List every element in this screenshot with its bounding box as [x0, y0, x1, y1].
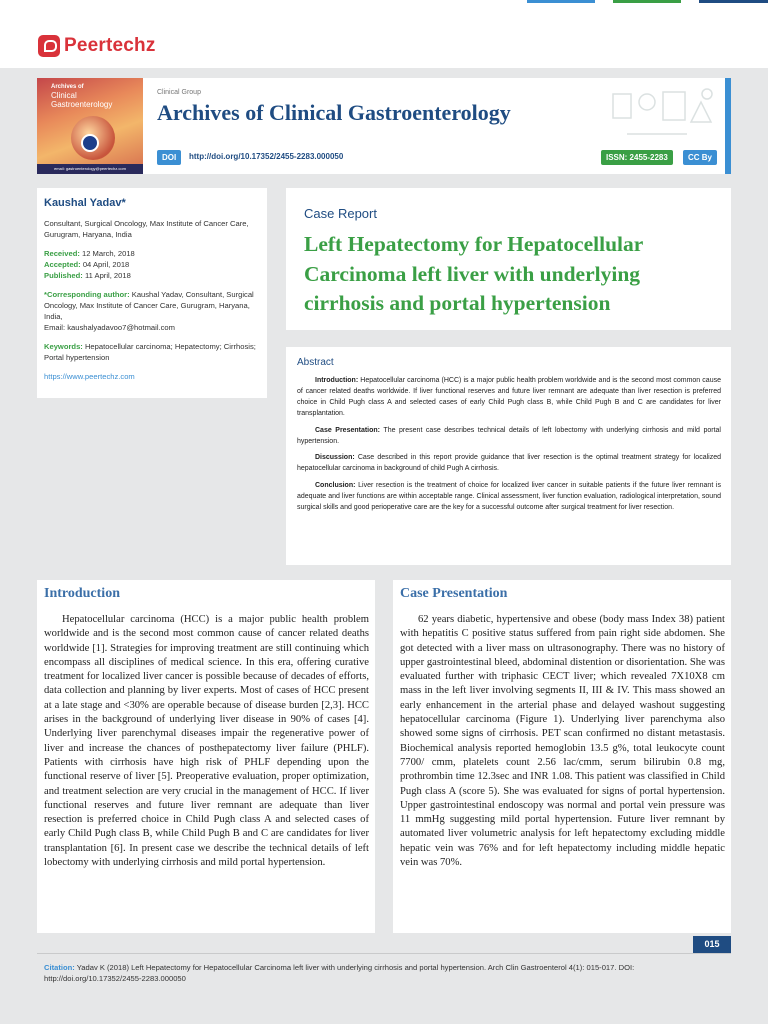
header-decoration-icon [607, 84, 725, 144]
header-accent-rule [725, 78, 731, 174]
abstract-discussion: Discussion: Case described in this report provide guidance that liver resection is the optimal treatment strategy for localized hepatocellular carcinoma in background of child Pugh A cirrhosis. [297, 454, 721, 473]
publisher-name: Peertechz [64, 35, 156, 56]
journal-cover-image [37, 78, 143, 174]
published-date: Published: 11 April, 2018 [44, 271, 131, 280]
cover-title: Archives of Clinical Gastroenterology [51, 84, 113, 109]
introduction-heading: Introduction [44, 586, 120, 601]
author-affiliation: Consultant, Surgical Oncology, Max Institute of Cancer Care, Gurugram, Haryana, India [44, 219, 249, 239]
article-title-panel [286, 188, 731, 330]
introduction-text: Hepatocellular carcinoma (HCC) is a major public health problem worldwide and is the second most common cause of cancer related deaths worldwide [1]. Strategies for improving treatment are still continuing which encompass all disciplines of medical science. In this era, offering curative treatment for localized liver cancer is possible because of decades of efforts, data collection and planning by liver experts. Most of cases of HCC present at a late stage and <30% are operable because of disease burden [2,3]. HCC arises in the background of underlying liver disease in 90% of cases [4]. Underlying liver parenchymal diseases impair the regenerative power of liver and increase the chances of posthepatectomy liver failure (PHLF). Patients with cirrhosis have high risk of PHLF depending upon the functional reserve of liver [5]. Preoperative evaluation, proper optimization, and treatment selection are very crucial in the management of HCC. If liver functional reserves and future liver remnant are adequate than liver resection is preferred choice in Child Pugh class A and selected cases of early Child Pugh class B, while Child Pugh B and C are candidates for liver transplantation [6]. In present case we describe the technical details of left lobectomy with underlying cirrhosis and mild portal hypertension. [44, 614, 369, 869]
abstract-panel [286, 347, 731, 565]
top-accent-bar [0, 0, 768, 3]
abstract-case-presentation: Case Presentation: The present case describes technical details of left lobectomy with underlying cirrhosis and mild portal hypertension. [297, 426, 721, 445]
citation-divider [37, 953, 731, 954]
author-name: Kaushal Yadav* [44, 197, 126, 209]
accepted-date: Accepted: 04 April, 2018 [44, 260, 130, 269]
journal-header [37, 78, 731, 174]
author-info-panel [37, 188, 267, 398]
license-badge[interactable]: CC By [683, 150, 717, 165]
abstract-conclusion: Conclusion: Liver resection is the treatment of choice for localized liver cancer in suitable patients if the future liver remnant is adequate and liver functions are within acceptable range. Clinical assessment, liver function evaluation, radiological interpretation, sound surgical skills and good perioperative care are the key for a successful outcome after surgical treatment for liver resection. [297, 482, 721, 512]
article-dates [44, 248, 260, 281]
cover-email: email: gastroenterology@peertechz.com [37, 164, 143, 174]
introduction-section [37, 580, 375, 933]
abstract-heading: Abstract [297, 357, 334, 368]
article-title: Left Hepatectomy for Hepatocellular Carcinoma left liver with underlying cirrhosis and portal hypertension [304, 232, 643, 315]
case-presentation-section [393, 580, 731, 933]
case-presentation-heading: Case Presentation [400, 586, 508, 601]
page-number: 015 [693, 936, 731, 953]
publisher-logo[interactable] [38, 34, 156, 58]
clinical-group-label: Clinical Group [157, 89, 201, 96]
case-presentation-text: 62 years diabetic, hypertensive and obese (body mass Index 38) patient with hepatitis C positive status suffered from pain right side abdomen. She got detected with a liver mass on ultrasonography. There was no history of upper gastrointestinal bleed, abdominal distention or disorientation. She was evaluated further with triphasic CECT liver; which revealed 7X10X8 cm mass in the left liver involving segments II, III & IV. This mass showed an early enhancement in the arterial phase and delayed washout suggesting hepatocellular carcinoma (Figure 1). Underlying liver parenchyma also showed some signs of cirrhosis. PET scan confirmed no distant metastasis. Biochemical analysis reported hemoglobin 13.5 g%, total leukocyte count 7700/ cmm, platelets count 2.56 lac/cmm, serum bilirubin 0.8 mg, prothrombin time 12.3sec and INR 1.08. This patient was classified in Child Pugh class A (score 5). She was evaluated for signs of portal hypertension. Upper gastrointestinal endoscopy was normal and portal vein pressure was 11 mmHg suggesting mild portal hypertension. Future liver remnant by automated liver volumetric analysis for left hepatectomy excluding middle hepatic vein was 76% and for left hepatectomy including middle hepatic vein was 70%. [400, 614, 725, 869]
keywords: Keywords: Hepatocellular carcinoma; Hepatectomy; Cirrhosis; Portal hypertension [44, 342, 256, 362]
corresponding-author: *Corresponding author: Kaushal Yadav, Consultant, Surgical Oncology, Max Institute of Cancer Care, Gurugram, Haryana, India, Email: kaushalyadavoo7@hotmail.com [44, 289, 260, 333]
doi-badge: DOI [157, 150, 181, 165]
article-type: Case Report [304, 206, 377, 221]
issn-badge: ISSN: 2455-2283 [601, 150, 673, 165]
doi-link[interactable]: http://doi.org/10.17352/2455-2283.000050 [189, 152, 344, 161]
journal-title: Archives of Clinical Gastroenterology [157, 100, 511, 125]
received-date: Received: 12 March, 2018 [44, 249, 135, 258]
author-email[interactable]: Email: kaushalyadavoo7@hotmail.com [44, 323, 175, 332]
abstract-introduction: Introduction: Hepatocellular carcinoma (HCC) is a major public health problem worldwide and is the second most common cause of cancer related deaths worldwide. If liver functional reserves and future liver remnant are adequate than liver resection is preferred choice in Child Pugh class A and selected cases of early Child Pugh class B, while Child Pugh B and C are candidates for liver transplantation. [297, 377, 721, 417]
citation: Citation: Yadav K (2018) Left Hepatectomy for Hepatocellular Carcinoma left liver with underlying cirrhosis and portal hypertension. Arch Clin Gastroenterol 4(1): 015-017. DOI: http://doi.org/10.17352/2455-2283.000050 [44, 963, 635, 983]
cover-badge-icon [81, 134, 99, 152]
publisher-link[interactable]: https://www.peertechz.com [44, 372, 135, 381]
peertechz-logo-icon [38, 35, 60, 57]
